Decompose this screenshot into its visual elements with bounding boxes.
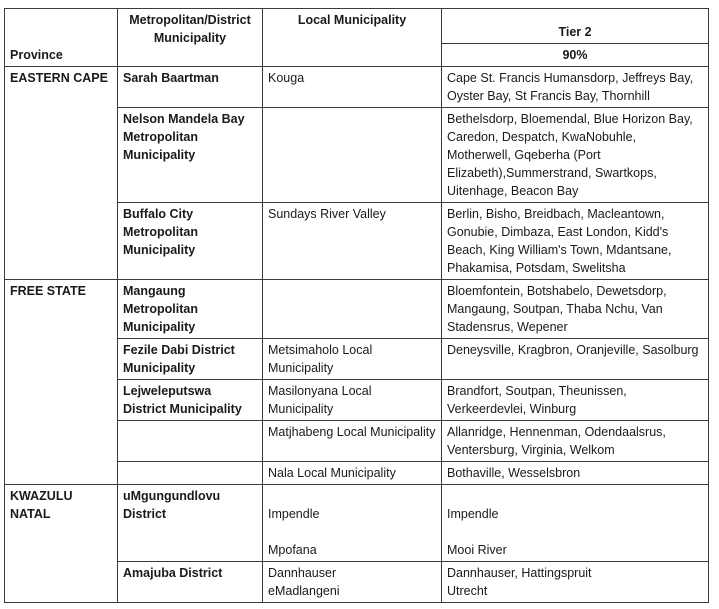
local-cell: Metsimaholo Local Municipality — [263, 339, 442, 380]
province-eastern-cape: EASTERN CAPE — [5, 67, 118, 280]
local-cell — [263, 280, 442, 339]
metro-cell — [118, 462, 263, 485]
local-cell: Nala Local Municipality — [263, 462, 442, 485]
tier-cell: Allanridge, Hennenman, Odendaalsrus, Ventersburg, Virginia, Welkom — [442, 421, 709, 462]
local-item: Mpofana — [268, 543, 317, 557]
metro-cell: uMgungundlovu District — [118, 485, 263, 562]
tier-item: Impendle — [447, 507, 499, 521]
tier-cell: Brandfort, Soutpan, Theunissen, Verkeerdevlei, Winburg — [442, 380, 709, 421]
header-local: Local Municipality — [263, 9, 442, 67]
province-kwazulu-natal: KWAZULU NATAL — [5, 485, 118, 603]
header-province: Province — [5, 9, 118, 67]
tier-cell: Cape St. Francis Humansdorp, Jeffreys Bay, Oyster Bay, St Francis Bay, Thornhill — [442, 67, 709, 108]
metro-cell: Nelson Mandela Bay Metropolitan Municipality — [118, 108, 263, 203]
tier-cell — [442, 562, 709, 603]
header-tier: Tier 2 — [442, 9, 709, 44]
tier-cell: Bethelsdorp, Bloemendal, Blue Horizon Bay, Caredon, Despatch, KwaNobuhle, Motherwell, Gqeberha (Port Elizabeth),Summerstrand, Swartkops, Uitenhage, Beacon Bay — [442, 108, 709, 203]
table-row — [5, 67, 709, 108]
province-free-state: FREE STATE — [5, 280, 118, 485]
local-item: Impendle — [268, 507, 320, 521]
tier-cell — [442, 485, 709, 562]
metro-cell: Amajuba District — [118, 562, 263, 603]
table-row — [5, 280, 709, 339]
header-metro: Metropolitan/District Municipality — [118, 9, 263, 67]
header-tier-pct: 90% — [442, 44, 709, 67]
tier-cell: Deneysville, Kragbron, Oranjeville, Sasolburg — [442, 339, 709, 380]
tier-item: Dannhauser, Hattingspruit — [447, 566, 592, 580]
table-row — [5, 485, 709, 562]
municipality-table — [4, 8, 709, 603]
local-cell: Matjhabeng Local Municipality — [263, 421, 442, 462]
metro-cell: Fezile Dabi District Municipality — [118, 339, 263, 380]
local-cell — [263, 485, 442, 562]
metro-cell: Mangaung Metropolitan Municipality — [118, 280, 263, 339]
tier-item: Utrecht — [447, 584, 488, 598]
tier-cell: Bloemfontein, Botshabelo, Dewetsdorp, Mangaung, Soutpan, Thaba Nchu, Van Stadensrus, Wepener — [442, 280, 709, 339]
local-cell: Masilonyana Local Municipality — [263, 380, 442, 421]
local-cell — [263, 562, 442, 603]
metro-cell: Buffalo City Metropolitan Municipality — [118, 203, 263, 280]
local-item: Dannhauser — [268, 566, 337, 580]
local-cell: Kouga — [263, 67, 442, 108]
tier-cell: Bothaville, Wesselsbron — [442, 462, 709, 485]
local-item: eMadlangeni — [268, 584, 340, 598]
tier-cell: Berlin, Bisho, Breidbach, Macleantown, Gonubie, Dimbaza, East London, Kidd's Beach, King William's Town, Mdantsane, Phakamisa, Potsdam, Swelitsha — [442, 203, 709, 280]
local-cell: Sundays River Valley — [263, 203, 442, 280]
local-cell — [263, 108, 442, 203]
metro-cell: Sarah Baartman — [118, 67, 263, 108]
tier-item: Mooi River — [447, 543, 507, 557]
metro-cell — [118, 421, 263, 462]
header-row — [5, 9, 709, 44]
metro-cell: Lejweleputswa District Municipality — [118, 380, 263, 421]
